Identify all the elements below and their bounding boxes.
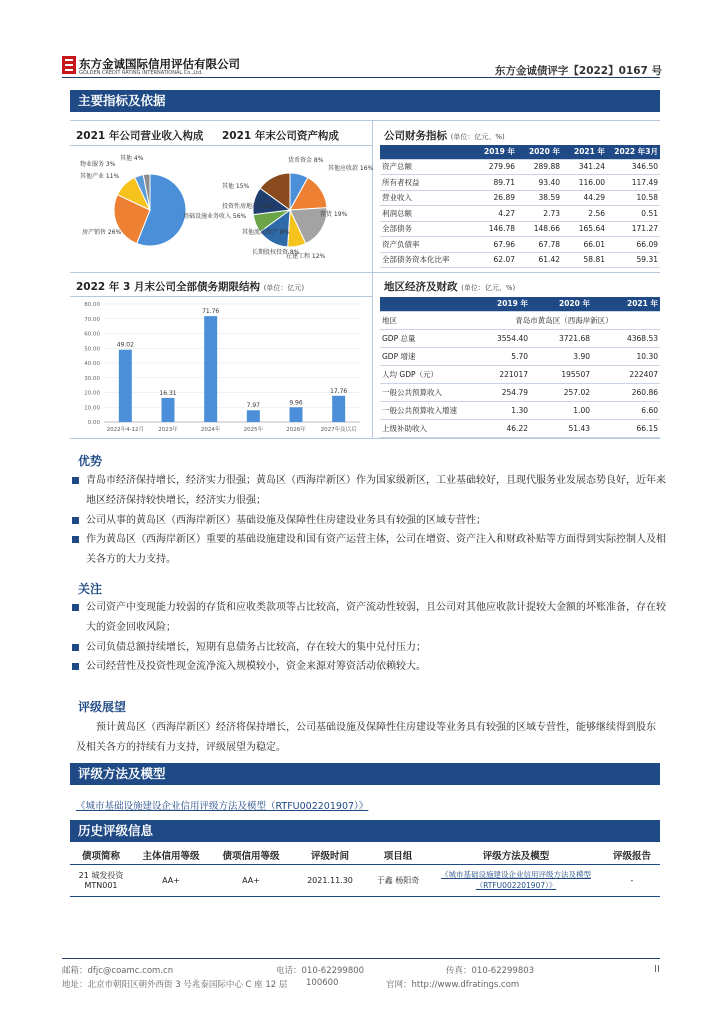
cell: 254.79 bbox=[468, 383, 530, 401]
debt-bar bbox=[119, 350, 132, 422]
cell: 10.58 bbox=[607, 190, 660, 206]
pie-label: 其他 4% bbox=[120, 155, 144, 162]
history-cell: AA+ bbox=[242, 875, 260, 885]
financials-title-text: 公司财务指标 bbox=[384, 130, 447, 142]
y-tick-label: 30.00 bbox=[84, 375, 100, 382]
cell: 62.07 bbox=[472, 252, 517, 268]
regional-header-row bbox=[380, 297, 660, 311]
history-method-link[interactable]: 《城市基础设施建设企业信用评级方法及模型（RTFU002201907）》 bbox=[441, 870, 591, 890]
history-cell: 于鑫 杨阳奇 bbox=[376, 875, 420, 885]
debt-chart-unit: (单位：亿元) bbox=[263, 284, 305, 292]
cell: 341.24 bbox=[562, 159, 607, 175]
divider bbox=[70, 145, 372, 146]
row-label: 资产总额 bbox=[380, 159, 472, 175]
cell: 0.51 bbox=[607, 206, 660, 222]
history-table bbox=[70, 846, 660, 897]
cell: 58.81 bbox=[562, 252, 607, 268]
table-row bbox=[380, 206, 660, 222]
cell: 2.56 bbox=[562, 206, 607, 222]
cell: 257.02 bbox=[530, 383, 592, 401]
x-tick-label: 2022年4-12月 bbox=[106, 427, 145, 433]
cell: 148.66 bbox=[517, 221, 562, 237]
x-tick-label: 2024年 bbox=[200, 427, 221, 433]
footer-website: 官网：http://www.dfratings.com bbox=[386, 980, 520, 990]
row-label: 资产负债率 bbox=[380, 237, 472, 253]
regional-unit: (单位：亿元、%) bbox=[461, 284, 516, 292]
financials-col: 2021 年 bbox=[562, 145, 607, 159]
y-tick-label: 60.00 bbox=[84, 331, 100, 338]
x-tick-label: 2025年 bbox=[243, 427, 264, 433]
bullet-icon bbox=[72, 477, 79, 484]
pie-label: 其他产业 11% bbox=[80, 173, 120, 180]
table-row bbox=[380, 159, 660, 175]
cell: 38.59 bbox=[517, 190, 562, 206]
row-label: 营业收入 bbox=[380, 190, 472, 206]
row-label: 利润总额 bbox=[380, 206, 472, 222]
debt-bar bbox=[204, 316, 217, 422]
cell: 4368.53 bbox=[592, 329, 660, 347]
cell: 289.88 bbox=[517, 159, 562, 175]
section-bar-history: 历史评级信息 bbox=[70, 820, 660, 842]
cell: 46.22 bbox=[468, 419, 530, 437]
debt-chart-title bbox=[76, 279, 304, 294]
y-tick-label: 40.00 bbox=[84, 361, 100, 367]
y-tick-label: 80.00 bbox=[84, 302, 100, 308]
footer-fax: 传真：010-62299803 bbox=[446, 966, 535, 976]
history-col: 债项简称 bbox=[81, 850, 120, 862]
financials-header-blank bbox=[380, 145, 472, 159]
cell: 171.27 bbox=[607, 221, 660, 237]
bar-value-label: 17.76 bbox=[330, 387, 348, 395]
pie-label: 投资性房地产 14% bbox=[222, 203, 274, 210]
pie-label: 存货 19% bbox=[320, 211, 348, 218]
debt-chart-title-text: 2022 年 3 月末公司全部债务期限结构 bbox=[76, 281, 260, 293]
company-name: 东方金诚国际信用评估有限公司 bbox=[79, 57, 240, 71]
bullet-icon bbox=[72, 517, 79, 524]
row-label: 一般公共预算收入 bbox=[380, 383, 468, 401]
pie-label: 其他应收款 16% bbox=[328, 165, 374, 172]
divider bbox=[70, 272, 660, 273]
history-cell: 2021.11.30 bbox=[307, 875, 353, 885]
financials-col: 2019 年 bbox=[472, 145, 517, 159]
debt-bar bbox=[162, 398, 175, 422]
strength-item bbox=[86, 471, 666, 511]
bar-value-label: 49.02 bbox=[116, 341, 134, 349]
footer-phone: 电话：010-62299800 bbox=[276, 966, 365, 976]
cell: 3.90 bbox=[530, 347, 592, 365]
footer-postcode: 100600 bbox=[306, 978, 339, 988]
table-row bbox=[380, 383, 660, 401]
concern-item bbox=[86, 638, 666, 658]
asset-pie-title: 2021 年末公司资产构成 bbox=[222, 130, 339, 142]
row-label: 一般公共预算收入增速 bbox=[380, 401, 468, 419]
divider bbox=[70, 296, 372, 297]
table-row bbox=[380, 252, 660, 268]
bullet-icon bbox=[72, 604, 79, 611]
divider bbox=[70, 438, 660, 439]
financials-header-row bbox=[380, 145, 660, 159]
history-cell: AA+ bbox=[162, 875, 180, 885]
debt-bar-chart bbox=[70, 298, 370, 436]
cell: 260.86 bbox=[592, 383, 660, 401]
cell: 1.30 bbox=[468, 401, 530, 419]
financials-col: 2020 年 bbox=[517, 145, 562, 159]
strength-text: 作为黄岛区（西海岸新区）重要的基础设施建设和国有资产运营主体，公司在增资、资产注入和财政补贴等方面得到实际控制人及相关各方的大力支持。 bbox=[86, 534, 666, 565]
table-row bbox=[380, 237, 660, 253]
financials-title bbox=[384, 128, 505, 143]
concern-item bbox=[86, 657, 666, 677]
debt-bar bbox=[332, 396, 345, 422]
cell: 26.89 bbox=[472, 190, 517, 206]
company-name-en: GOLDEN CREDIT RATING INTERNATIONAL Co.,Ltd. bbox=[79, 70, 203, 76]
cell: 346.50 bbox=[607, 159, 660, 175]
table-row bbox=[380, 329, 660, 347]
row-label: 上级补助收入 bbox=[380, 419, 468, 437]
regional-title bbox=[384, 279, 515, 294]
row-label: 人均 GDP（元） bbox=[380, 365, 468, 383]
area-value: 青岛市黄岛区（西海岸新区） bbox=[468, 311, 660, 329]
bar-value-label: 7.97 bbox=[246, 402, 261, 410]
concern-item bbox=[86, 598, 666, 638]
cell: 66.09 bbox=[607, 237, 660, 253]
header-rule bbox=[62, 77, 660, 78]
y-tick-label: 50.00 bbox=[84, 346, 100, 353]
table-row bbox=[380, 221, 660, 237]
row-label: GDP 总量 bbox=[380, 329, 468, 347]
row-label: 全部债务 bbox=[380, 221, 472, 237]
cell: 67.78 bbox=[517, 237, 562, 253]
cell: 6.60 bbox=[592, 401, 660, 419]
cell: 3554.40 bbox=[468, 329, 530, 347]
concern-text: 公司资产中变现能力较弱的存货和应收类款项等占比较高，资产流动性较弱，且公司对其他应收款计提较大金额的坏账准备，存在较大的资金回收风险； bbox=[86, 602, 666, 633]
table-row bbox=[380, 190, 660, 206]
revenue-pie-title: 2021 年公司营业收入构成 bbox=[76, 130, 204, 142]
pie-label: 其他流动资产 8% bbox=[242, 229, 290, 236]
section-bar-main-indicators: 主要指标及依据 bbox=[70, 90, 660, 112]
table-row bbox=[70, 864, 660, 896]
outlook-heading: 评级展望 bbox=[78, 700, 127, 714]
pie-label: 物业服务 3% bbox=[80, 161, 116, 168]
footer-rule bbox=[62, 958, 660, 959]
footer-address: 地址：北京市朝阳区朝外西街 3 号兆泰国际中心 C 座 12 层 bbox=[62, 980, 288, 990]
regional-col: 2019 年 bbox=[468, 297, 530, 311]
cell: 3721.68 bbox=[530, 329, 592, 347]
cell: 221017 bbox=[468, 365, 530, 383]
cell: 93.40 bbox=[517, 175, 562, 191]
history-cell: - bbox=[630, 875, 634, 885]
cell: 67.96 bbox=[472, 237, 517, 253]
y-tick-label: 20.00 bbox=[84, 390, 100, 397]
history-col: 评级方法及模型 bbox=[482, 850, 550, 862]
regional-title-text: 地区经济及财政 bbox=[384, 281, 458, 293]
y-tick-label: 10.00 bbox=[84, 405, 100, 412]
table-row bbox=[380, 401, 660, 419]
financials-col: 2022 年3月 bbox=[607, 145, 660, 159]
regional-table bbox=[380, 297, 660, 438]
financials-unit: (单位：亿元、%) bbox=[450, 133, 505, 141]
cell: 116.00 bbox=[562, 175, 607, 191]
debt-bar bbox=[247, 410, 260, 422]
cell: 5.70 bbox=[468, 347, 530, 365]
bullet-icon bbox=[72, 663, 79, 670]
cell: 51.43 bbox=[530, 419, 592, 437]
cell: 66.01 bbox=[562, 237, 607, 253]
asset-pie-chart bbox=[222, 148, 372, 270]
regional-col: 2021 年 bbox=[592, 297, 660, 311]
bullet-icon bbox=[72, 536, 79, 543]
financials-table bbox=[380, 145, 660, 268]
cell: 279.96 bbox=[472, 159, 517, 175]
debt-bar bbox=[290, 407, 303, 422]
table-row bbox=[380, 419, 660, 437]
concerns-heading: 关注 bbox=[78, 582, 103, 596]
cell: 195507 bbox=[530, 365, 592, 383]
row-label: 所有者权益 bbox=[380, 175, 472, 191]
bar-value-label: 16.31 bbox=[159, 389, 177, 397]
cell: 10.30 bbox=[592, 347, 660, 365]
outlook-text: 预计黄岛区（西海岸新区）经济将保持增长，公司基础设施及保障性住房建设等业务具有较强的区域专营性，能够继续得到股东及相关各方的持续有力支持，评级展望为稳定。 bbox=[76, 722, 656, 753]
bullet-icon bbox=[72, 644, 79, 651]
y-tick-label: 0.00 bbox=[87, 420, 100, 426]
history-col: 项目组 bbox=[383, 850, 413, 862]
concern-text: 公司经营性及投资性现金流净流入规模较小，资金来源对筹资活动依赖较大。 bbox=[86, 661, 426, 672]
pie-label: 在建工程 12% bbox=[286, 253, 326, 260]
cell: 44.29 bbox=[562, 190, 607, 206]
strength-item bbox=[86, 511, 666, 531]
cell: 165.64 bbox=[562, 221, 607, 237]
cell: 2.73 bbox=[517, 206, 562, 222]
concern-text: 公司负债总额持续增长，短期有息债务占比较高，存在较大的集中兑付压力； bbox=[86, 642, 426, 653]
cell: 4.27 bbox=[472, 206, 517, 222]
regional-col: 2020 年 bbox=[530, 297, 592, 311]
cell: 117.49 bbox=[607, 175, 660, 191]
strengths-heading: 优势 bbox=[78, 454, 103, 468]
table-row bbox=[380, 175, 660, 191]
strength-text: 青岛市经济保持增长，经济实力很强；黄岛区（西海岸新区）作为国家级新区，工业基础较好，且现代服务业发展态势良好，近年来地区经济保持较快增长，经济实力很强； bbox=[86, 475, 666, 506]
cell: 222407 bbox=[592, 365, 660, 383]
row-label: 全部债务资本化比率 bbox=[380, 252, 472, 268]
company-logo bbox=[62, 56, 76, 74]
table-row bbox=[380, 311, 660, 329]
cell: 59.31 bbox=[607, 252, 660, 268]
pie-label: 其他 15% bbox=[222, 183, 250, 190]
strength-item bbox=[86, 530, 666, 570]
x-tick-label: 2027年及以后 bbox=[320, 427, 357, 433]
cell: 89.71 bbox=[472, 175, 517, 191]
history-col: 评级时间 bbox=[310, 850, 349, 862]
x-tick-label: 2023年 bbox=[158, 427, 178, 433]
bar-value-label: 71.76 bbox=[202, 308, 220, 316]
footer-email: 邮箱：dfjc@coamc.com.cn bbox=[62, 966, 174, 976]
page-number: II bbox=[654, 964, 660, 975]
x-tick-label: 2026年 bbox=[286, 427, 306, 433]
history-header-row bbox=[70, 846, 660, 864]
history-col: 债项信用等级 bbox=[222, 850, 280, 862]
history-cell: 21 城发投资MTN001 bbox=[78, 871, 124, 890]
divider bbox=[70, 120, 660, 121]
section-bar-rating-method: 评级方法及模型 bbox=[70, 763, 660, 785]
table-row bbox=[380, 347, 660, 365]
row-label: GDP 增速 bbox=[380, 347, 468, 365]
cell: 1.00 bbox=[530, 401, 592, 419]
strength-text: 公司从事的黄岛区（西海岸新区）基础设施及保障性住房建设业务具有较强的区域专营性； bbox=[86, 515, 486, 526]
row-label: 地区 bbox=[380, 311, 468, 329]
pie-label: 长期股权投资 8% bbox=[252, 249, 300, 256]
history-col: 评级报告 bbox=[612, 850, 651, 862]
bar-value-label: 9.96 bbox=[289, 399, 303, 407]
history-col: 主体信用等级 bbox=[142, 850, 200, 862]
report-number: 东方金诚债评字【2022】0167 号 bbox=[494, 65, 662, 77]
pie-label: 货币资金 8% bbox=[288, 157, 324, 164]
table-row bbox=[380, 365, 660, 383]
y-tick-label: 70.00 bbox=[84, 316, 100, 323]
cell: 66.15 bbox=[592, 419, 660, 437]
cell: 61.42 bbox=[517, 252, 562, 268]
pie-label: 房产销售 26% bbox=[82, 229, 122, 236]
pie-label: 基础设施业务收入 56% bbox=[183, 213, 247, 220]
cell: 146.78 bbox=[472, 221, 517, 237]
regional-header-blank bbox=[380, 297, 468, 311]
method-link[interactable]: 《城市基础设施建设企业信用评级方法及模型（RTFU002201907）》 bbox=[76, 801, 369, 812]
